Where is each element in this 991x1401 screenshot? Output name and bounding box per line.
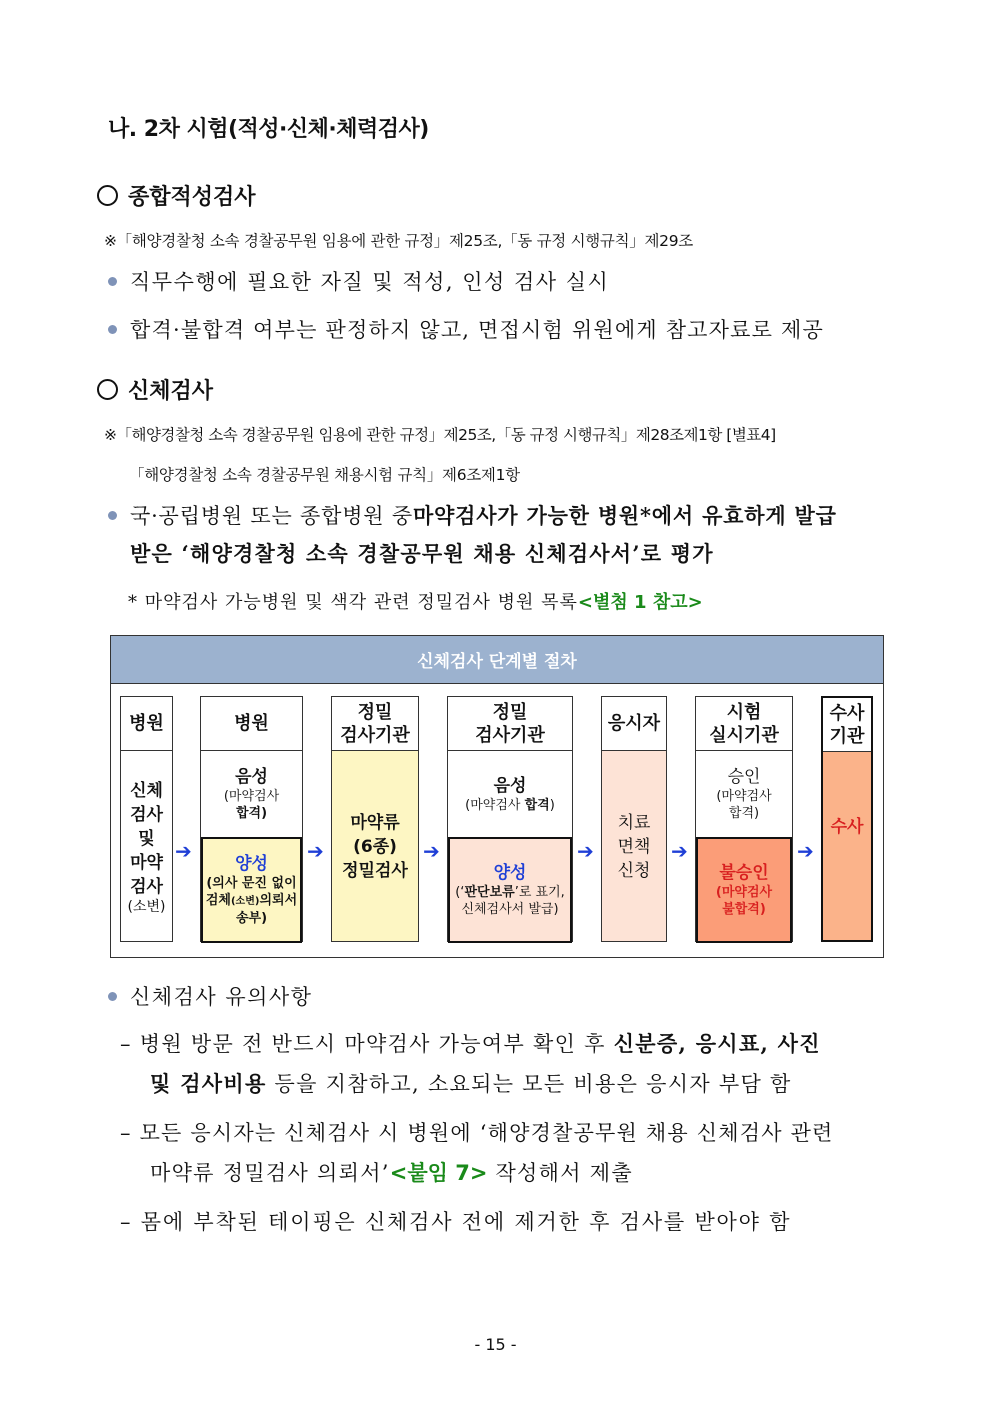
result-sub: ) (549, 797, 555, 813)
caution-item-2: – 모든 응시자는 신체검사 시 병원에 ‘해양경찰공무원 채용 신체검사 관련 (120, 1121, 834, 1145)
aptitude-bullet-2 (108, 314, 824, 344)
body-line: 신청 (617, 861, 651, 881)
step-head (448, 697, 572, 751)
step-head (823, 698, 871, 752)
footnote-ref: <별첨 1 참고> (577, 592, 703, 613)
head-line: 기관 (829, 725, 865, 747)
result-sub: (‘ (455, 885, 465, 900)
body-line: 치료 (617, 813, 651, 833)
physical-heading (97, 374, 213, 405)
result-sub: 합격 (524, 797, 550, 813)
arrow-right-icon: ➔ (307, 839, 324, 863)
procedure-diagram (110, 635, 884, 958)
body-line: 신체 (130, 780, 163, 801)
section-title: 나. 2차 시험(적성·신체·체력검사) (108, 117, 429, 142)
result-sub: (의사 문진 없이 (206, 876, 297, 891)
body-sub: (소변) (127, 898, 166, 915)
aptitude-title: 종합적성검사 (128, 185, 256, 210)
body-line: 정밀검사 (342, 861, 408, 881)
result-negative (201, 751, 302, 837)
step-hospital-2 (200, 696, 303, 942)
arrow-right-icon: ➔ (671, 839, 688, 863)
footnote-text: * 마약검사 가능병원 및 색각 관련 정밀검사 병원 목록 (128, 592, 578, 613)
step-body: 수사 (830, 817, 864, 837)
step-applicant (601, 696, 667, 942)
aptitude-heading (97, 180, 256, 211)
body-line: (6종) (353, 837, 397, 857)
aptitude-bullet-2-text: 합격·불합격 여부는 판정하지 않고, 면접시험 위원에게 참고자료로 제공 (130, 318, 824, 342)
body-line: 및 (138, 828, 155, 849)
aptitude-bullet-1-text: 직무수행에 필요한 자질 및 적성, 인성 검사 실시 (130, 270, 610, 294)
bullet-icon (108, 325, 117, 334)
physical-bullet-bold-1: 마약검사가 가능한 병원*에서 유효하게 발급 (412, 503, 837, 528)
head-line: 검사기관 (475, 724, 545, 746)
arrow-right-icon: ➔ (423, 839, 440, 863)
result-sub: (마약검사 (223, 789, 280, 804)
bullet-icon (108, 992, 117, 1001)
result-label: 음성 (235, 767, 268, 787)
result-approve (696, 751, 792, 837)
result-sub: (마약검사 (715, 885, 773, 900)
physical-footnote (128, 588, 703, 614)
result-sub: 판단보류 (464, 885, 515, 900)
result-sub: (마약검사 (465, 797, 525, 813)
physical-bullet (108, 500, 837, 530)
arrow-right-icon: ➔ (797, 839, 814, 863)
cautions-title: 신체검사 유의사항 (130, 985, 313, 1009)
result-positive (201, 837, 302, 943)
result-label: 음성 (493, 775, 527, 796)
caution-bold: 신분증, 응시표, 사진 (613, 1031, 821, 1056)
head-line: 검사기관 (340, 724, 410, 746)
result-sub: 합격) (728, 806, 760, 821)
head-line: 수사 (829, 702, 865, 724)
bullet-icon (108, 277, 117, 286)
step-head: 병원 (201, 697, 302, 751)
diagram-title: 신체검사 단계별 절차 (111, 636, 883, 684)
caution-item-3: – 몸에 부착된 테이핑은 신체검사 전에 제거한 후 검사를 받아야 함 (120, 1210, 792, 1234)
step-head (696, 697, 792, 751)
physical-title: 신체검사 (128, 379, 214, 404)
result-sub: ’로 표기, (514, 885, 565, 900)
result-sub: 신체검사서 발급) (461, 902, 559, 917)
result-label: 승인 (727, 767, 761, 787)
step-lab-1 (331, 696, 419, 942)
step-head: 병원 (121, 697, 172, 751)
head-line: 실시기관 (709, 724, 779, 746)
result-sub: 검체 (205, 893, 231, 908)
head-line: 시험 (726, 701, 762, 723)
head-line: 정밀 (492, 701, 528, 723)
result-label: 양성 (235, 854, 268, 874)
step-body (332, 751, 418, 943)
aptitude-note: ※「해양경찰청 소속 경찰공무원 임용에 관한 규정」제25조,「동 규정 시행규칙」제29조 (104, 232, 693, 250)
result-sub: 불합격) (722, 902, 766, 917)
bullet-icon (108, 511, 117, 520)
caution-text: 마약류 정밀검사 의뢰서’ (150, 1161, 390, 1185)
body-line: 검사 (130, 804, 163, 825)
physical-bullet-text: 국·공립병원 또는 종합병원 중 (130, 504, 413, 528)
step-body (121, 751, 172, 943)
caution-item-1 (120, 1028, 821, 1058)
result-sub: 의뢰서 (259, 893, 298, 908)
caution-item-2-cont (150, 1157, 633, 1187)
caution-ref: <붙임 7> (389, 1161, 488, 1185)
physical-bullet-cont: 받은 ‘해양경찰청 소속 경찰공무원 채용 신체검사서’로 평가 (130, 541, 714, 566)
step-head: 응시자 (602, 697, 666, 751)
caution-text: – 병원 방문 전 반드시 마약검사 가능여부 확인 후 (120, 1032, 614, 1056)
page-number: - 15 - (474, 1335, 517, 1354)
result-positive (448, 837, 572, 943)
step-lab-2 (447, 696, 573, 942)
result-label: 불승인 (719, 863, 769, 883)
arrow-right-icon: ➔ (175, 839, 192, 863)
step-head (332, 697, 418, 751)
arrow-right-icon: ➔ (577, 839, 594, 863)
caution-text: 등을 지참하고, 소요되는 모든 비용은 응시자 부담 함 (266, 1072, 792, 1096)
result-sub: (소변) (230, 896, 260, 907)
result-sub: 합격) (235, 806, 268, 821)
result-sub: 송부) (235, 911, 268, 926)
step-hospital-1 (120, 696, 173, 942)
step-body (602, 751, 666, 943)
body-line: 검사 (130, 876, 163, 897)
caution-text: 작성해서 제출 (487, 1161, 633, 1185)
result-reject (696, 837, 792, 943)
body-line: 마약류 (350, 813, 400, 833)
caution-item-1-cont (150, 1068, 792, 1098)
result-label: 양성 (493, 863, 527, 883)
cautions-heading (108, 981, 312, 1011)
body-line: 면책 (617, 837, 651, 857)
physical-note-1: ※「해양경찰청 소속 경찰공무원 임용에 관한 규정」제25조,「동 규정 시행규칙」제28조제1항 [별표4] (104, 426, 776, 444)
physical-note-2: 「해양경찰청 소속 경찰공무원 채용시험 규칙」제6조제1항 (129, 466, 520, 484)
step-investigation (821, 696, 873, 942)
circle-icon (97, 379, 118, 400)
result-negative (448, 751, 572, 837)
result-sub: (마약검사 (716, 789, 772, 804)
step-exam-agency (695, 696, 793, 942)
aptitude-bullet-1 (108, 266, 609, 296)
caution-bold: 및 검사비용 (150, 1071, 267, 1096)
circle-icon (97, 185, 118, 206)
body-line: 마약 (130, 852, 163, 873)
head-line: 정밀 (357, 701, 393, 723)
